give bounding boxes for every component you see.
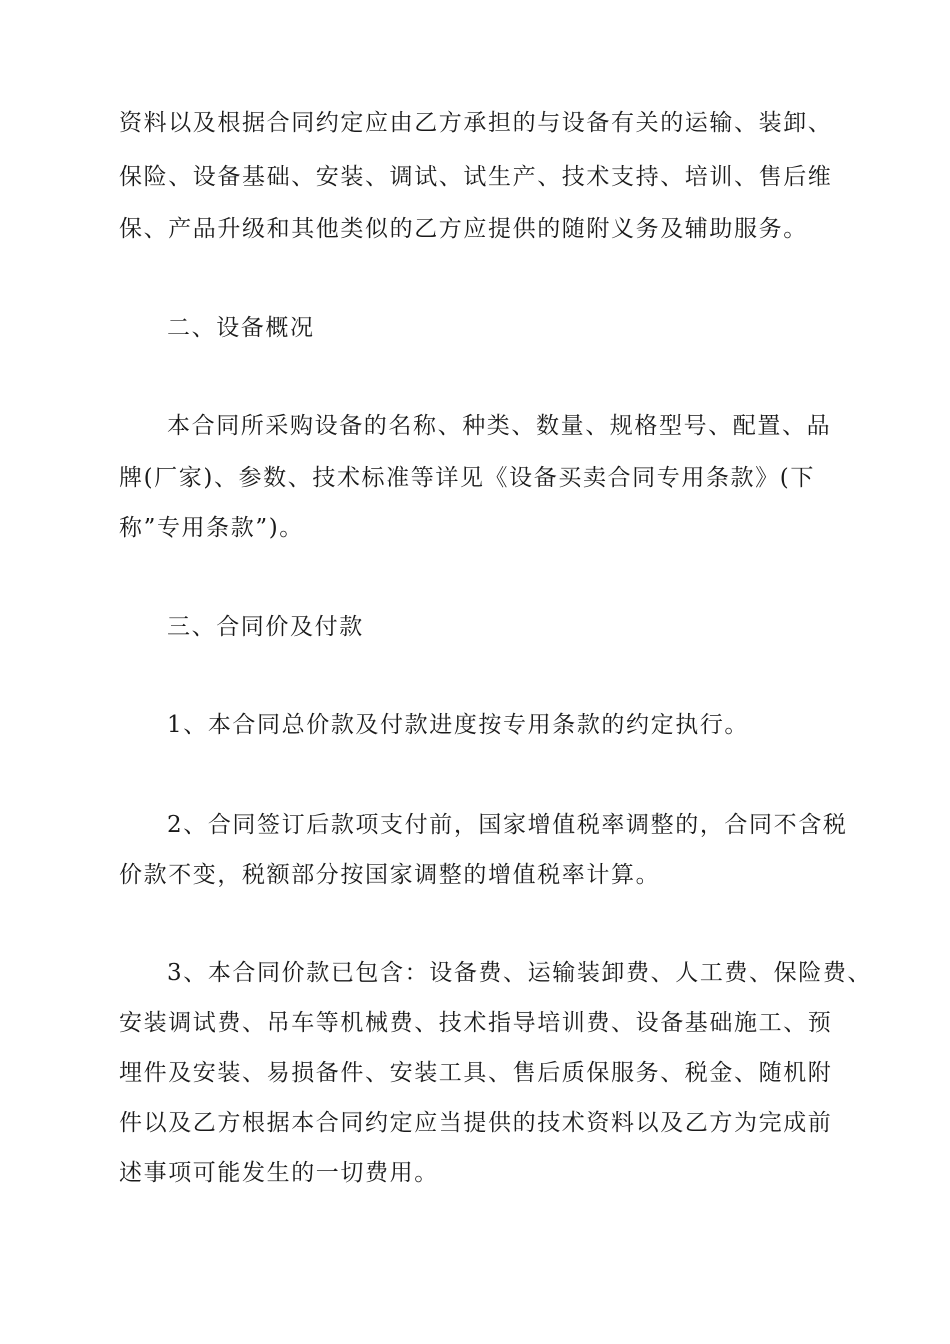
text-line: 保险、设备基础、安装、调试、试生产、技术支持、培训、售后维: [119, 164, 833, 190]
paragraph-clause-1: 1、本合同总价款及付款进度按专用条款的约定执行。: [167, 712, 750, 738]
text-line: 件以及乙方根据本合同约定应当提供的技术资料以及乙方为完成前: [119, 1110, 833, 1136]
text-line: 述事项可能发生的一切费用。: [119, 1160, 439, 1186]
text-line: 本合同所采购设备的名称、种类、数量、规格型号、配置、品: [167, 413, 832, 439]
section-heading-price: 三、合同价及付款: [167, 614, 364, 640]
text-line: 埋件及安装、易损备件、安装工具、售后质保服务、税金、随机附: [119, 1060, 833, 1086]
text-line: 资料以及根据合同约定应由乙方承担的与设备有关的运输、装卸、: [119, 110, 833, 136]
text-line: 保、产品升级和其他类似的乙方应提供的随附义务及辅助服务。: [119, 216, 808, 242]
text-line: 2、合同签订后款项支付前，国家增值税率调整的，合同不含税: [167, 812, 848, 838]
text-line: 称”专用条款”)。: [119, 515, 304, 541]
section-heading-equipment: 二、设备概况: [167, 315, 315, 341]
text-line: 安装调试费、吊车等机械费、技术指导培训费、设备基础施工、预: [119, 1010, 833, 1036]
text-line: 牌(厂家)、参数、技术标准等详见《设备买卖合同专用条款》(下: [119, 465, 815, 491]
text-line: 3、本合同价款已包含：设备费、运输装卸费、人工费、保险费、: [167, 960, 873, 986]
text-line: 价款不变，税额部分按国家调整的增值税率计算。: [119, 862, 661, 888]
